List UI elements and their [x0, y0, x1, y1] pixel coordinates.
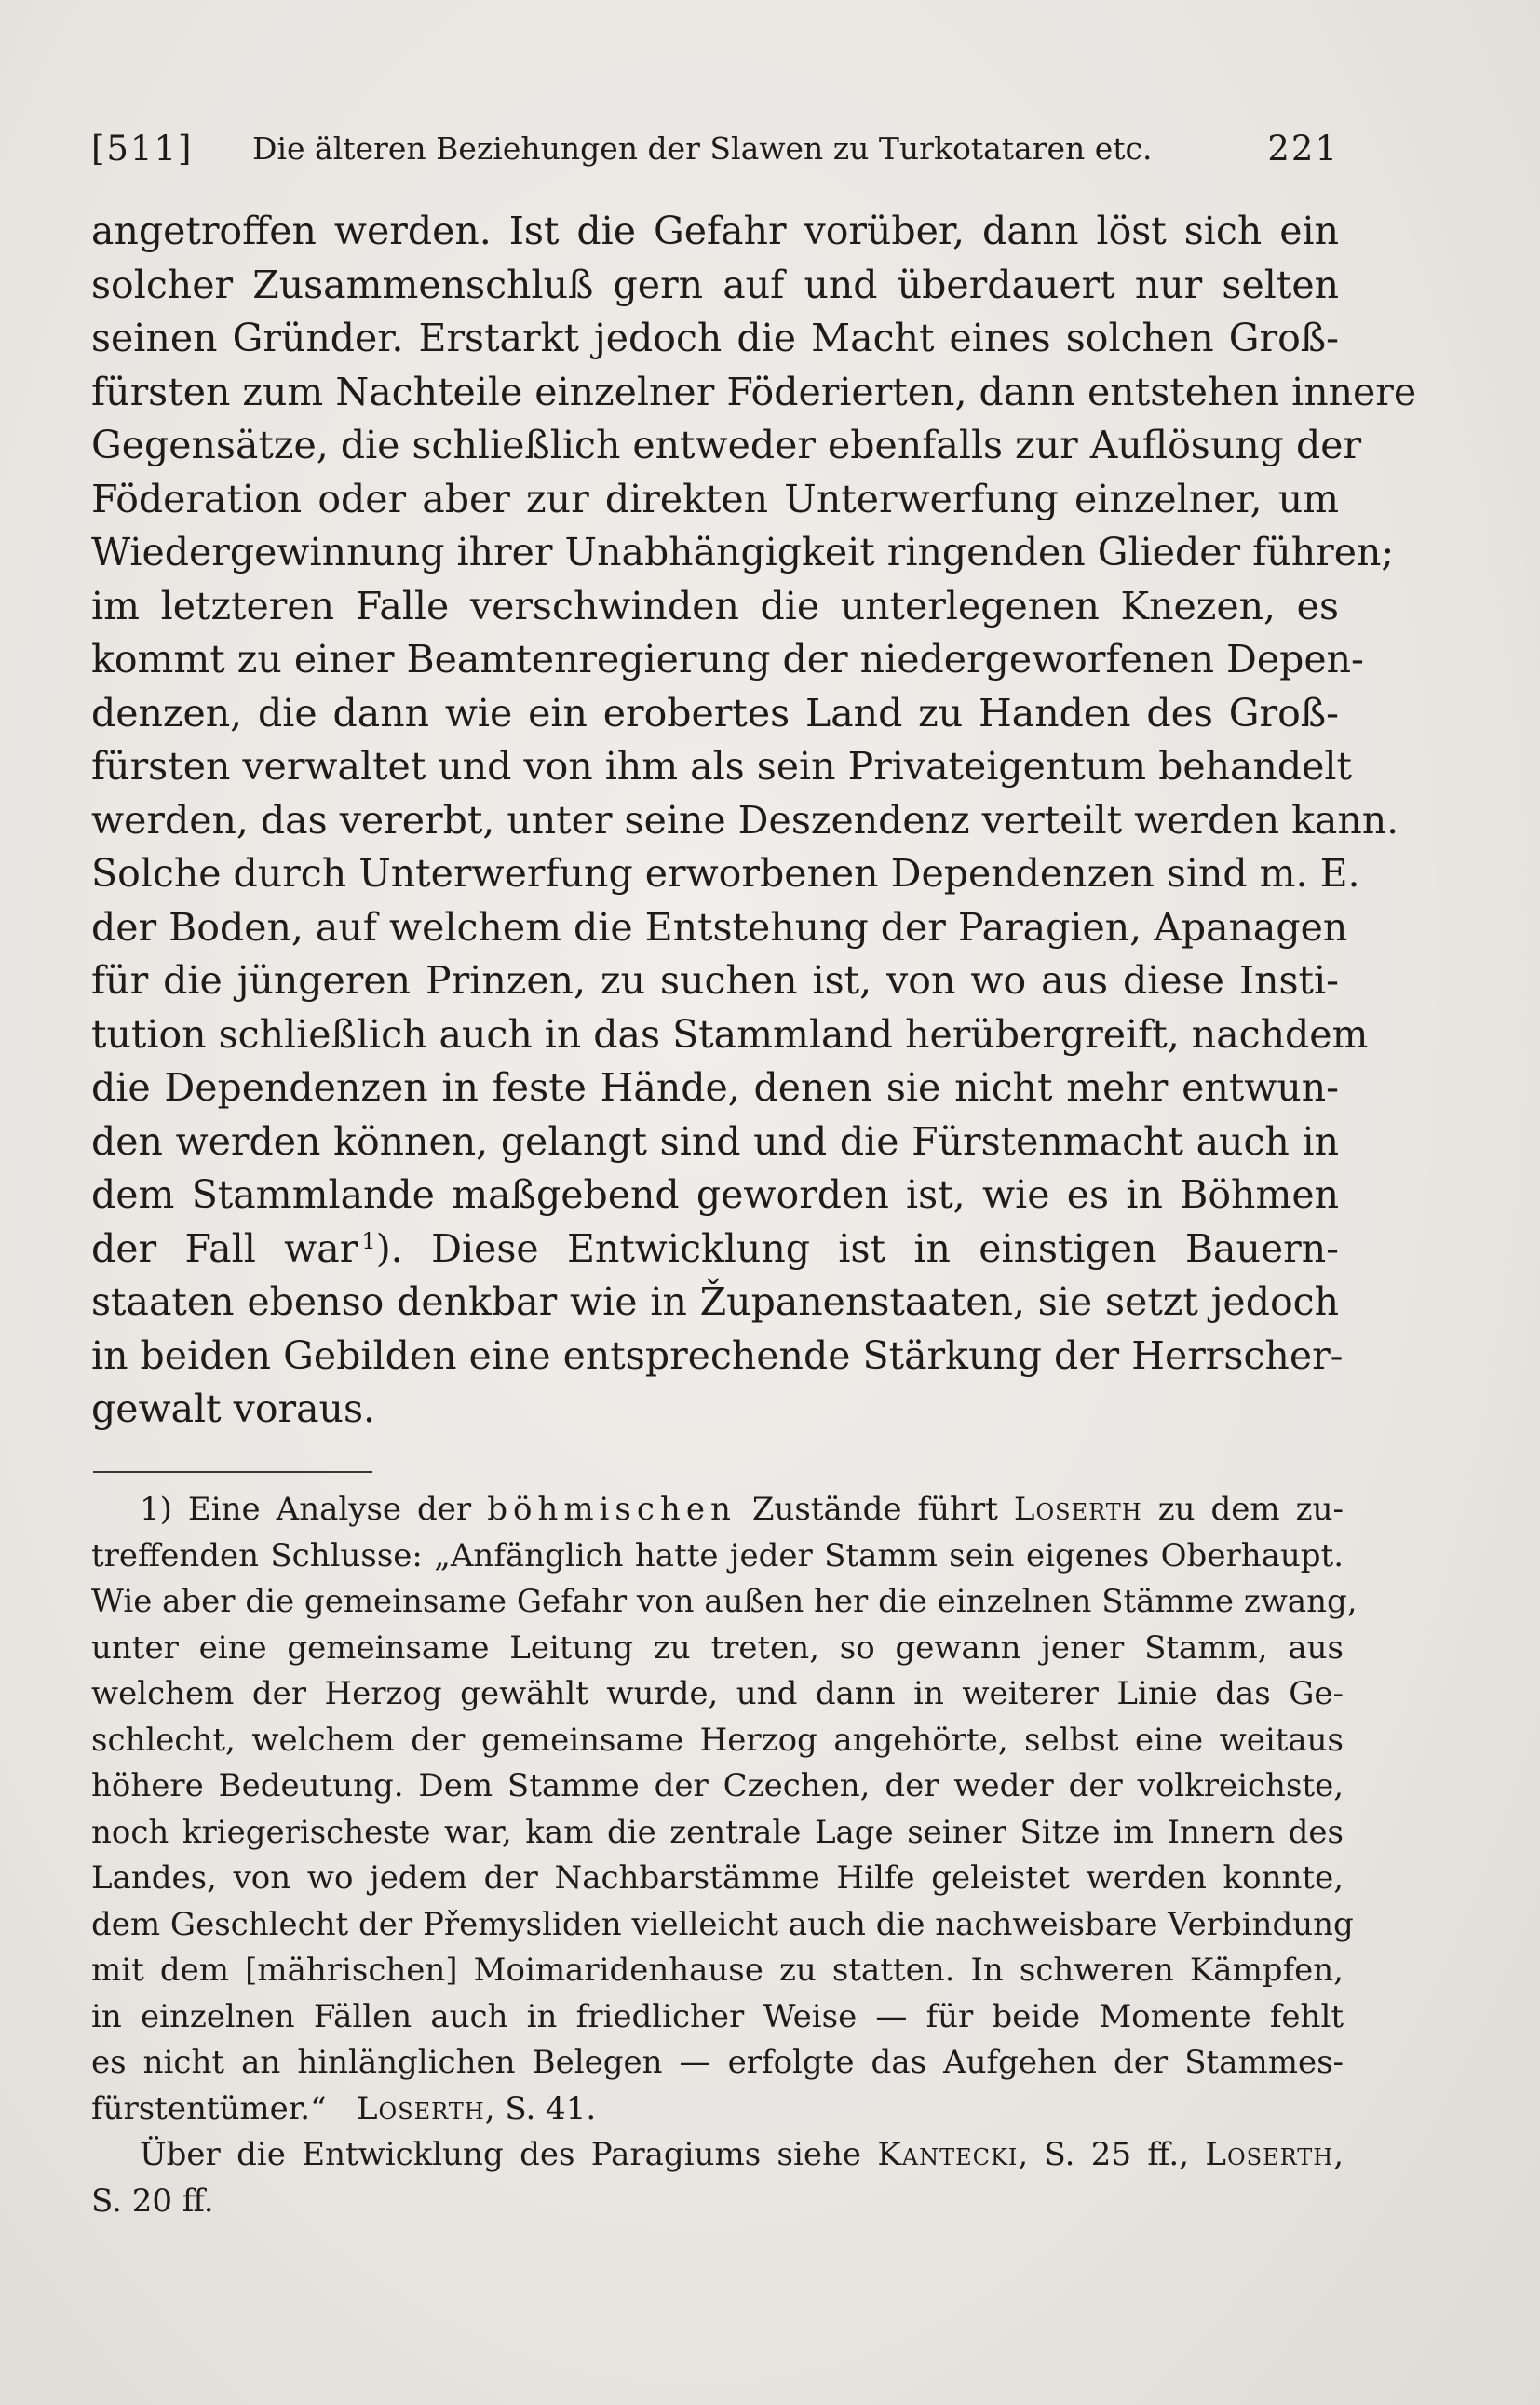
body-line: den werden können, gelangt sind und die Fürstenmacht auch in — [91, 1118, 1339, 1164]
footnote — [91, 1487, 1358, 2224]
footnote-line — [91, 1487, 1344, 1534]
footnote-line: noch kriegerischeste war, kam die zentrale Lage seiner Sitze im Innern des — [91, 1813, 1344, 1851]
body-line: tution schließlich auch in das Stammland herübergreift, nachdem — [91, 1011, 1369, 1057]
body-line: angetroffen werden. Ist die Gefahr vorüber, dann löst sich ein — [91, 209, 1339, 253]
footnote-text: , S. 25 ff., — [1018, 2136, 1189, 2173]
body-line: im letzteren Falle verschwinden die unterlegenen Knezen, es — [91, 583, 1339, 628]
footnote-line: S. 20 ff. — [91, 2182, 214, 2220]
footnote-line: schlecht, welchem der gemeinsame Herzog angehörte, selbst eine weitaus — [91, 1721, 1344, 1759]
footnote-line: unter eine gemeinsame Leitung zu treten, so gewann jener Stamm, aus — [91, 1628, 1344, 1667]
footnote-line: Wie aber die gemeinsame Gefahr von außen her die einzelnen Stämme zwang, — [91, 1583, 1358, 1620]
footnote-line — [91, 2087, 1344, 2133]
running-head — [91, 121, 1339, 177]
footnote-line: dem Geschlecht der Přemysliden vielleicht auch die nachweisbare Verbindung — [91, 1905, 1354, 1943]
body-line: staaten ebenso denkbar wie in Županenstaaten, sie setzt jedoch — [91, 1279, 1339, 1324]
main-paragraph — [91, 205, 1417, 1437]
body-line-with-footnote-ref — [91, 1223, 1339, 1277]
body-line: Föderation oder aber zur direkten Unterwerfung einzelner, um — [91, 476, 1339, 521]
body-line: seinen Gründer. Erstarkt jedoch die Macht eines solchen Groß- — [91, 316, 1339, 360]
footnote-text: Zustände führt — [751, 1491, 998, 1528]
body-line: Solche durch Unterwerfung erworbenen Dependenzen sind m. E. — [91, 851, 1360, 896]
spaced-emphasis: böhmischen — [487, 1491, 736, 1528]
body-line: solcher Zusammenschluß gern auf und überdauert nur selten — [91, 262, 1339, 307]
footnote-separator — [93, 1471, 372, 1473]
body-line: gewalt voraus. — [91, 1386, 376, 1431]
body-line: Wiedergewinnung ihrer Unabhängigkeit ringenden Glieder führen; — [91, 530, 1395, 574]
body-line: der Boden, auf welchem die Entstehung der Paragien, Apanagen — [91, 904, 1348, 950]
body-line: denzen, die dann wie ein erobertes Land zu Handen des Groß- — [91, 690, 1339, 736]
bracketed-page-number: [511] — [91, 128, 194, 169]
footnote-marker: 1) Eine Analyse der — [140, 1491, 472, 1528]
footnote-text: Über die Entwicklung des Paragiums siehe — [140, 2136, 861, 2173]
body-line: fürsten verwaltet und von ihm als sein Privateigentum behandelt — [91, 744, 1352, 789]
footnote-line: höhere Bedeutung. Dem Stamme der Czechen, der weder der volkreichste, — [91, 1767, 1344, 1804]
footnote-line: mit dem [mährischen] Moimaridenhause zu statten. In schweren Kämpfen, — [91, 1952, 1344, 1989]
footnote-reference[interactable]: 1 — [361, 1227, 376, 1254]
body-line: in beiden Gebilden eine entsprechende Stärkung der Herrscher- — [91, 1332, 1344, 1378]
footnote-text: , S. 41. — [484, 2089, 597, 2128]
body-line: dem Stammlande maßgebend geworden ist, wie es in Böhmen — [91, 1172, 1339, 1217]
body-text-fragment: ). Diese Entwicklung ist in einstigen Bauern- — [375, 1225, 1339, 1271]
body-line: werden, das vererbt, unter seine Deszendenz verteilt werden kann. — [91, 797, 1399, 843]
footnote-line: welchem der Herzog gewählt wurde, und dann in weiterer Linie das Ge- — [91, 1675, 1344, 1712]
body-text-fragment: der Fall war — [91, 1225, 358, 1271]
running-title: Die älteren Beziehungen der Slawen zu Turkotataren etc. — [252, 130, 1153, 167]
footnote-line — [91, 2132, 1344, 2179]
author-name: Loserth — [1013, 1491, 1142, 1528]
footnote-text: fürstentümer.“ — [91, 2089, 327, 2128]
body-line: die Dependenzen in feste Hände, denen sie nicht mehr entwun- — [91, 1065, 1339, 1110]
author-name: Kantecki — [877, 2136, 1019, 2173]
footnote-text: zu dem zu- — [1157, 1491, 1344, 1528]
footnote-line: in einzelnen Fällen auch in friedlicher Weise — für beide Momente fehlt — [91, 1997, 1344, 2035]
body-line: fürsten zum Nachteile einzelner Föderierten, dann entstehen innere — [91, 369, 1417, 414]
body-line: für die jüngeren Prinzen, zu suchen ist, von wo aus diese Insti- — [91, 958, 1339, 1003]
author-name: Loserth — [1205, 2136, 1334, 2173]
body-line: Gegensätze, die schließlich entweder ebenfalls zur Auflösung der — [91, 423, 1362, 467]
footnote-line: es nicht an hinlänglichen Belegen — erfolgte das Aufgehen der Stammes- — [91, 2044, 1344, 2081]
footnote-text: , — [1333, 2136, 1344, 2173]
author-name: Loserth — [356, 2089, 485, 2128]
footnote-line: treffenden Schlusse: „Anfänglich hatte jeder Stamm sein eigenes Oberhaupt. — [91, 1536, 1344, 1574]
body-line: kommt zu einer Beamtenregierung der niedergeworfenen Depen- — [91, 637, 1364, 682]
page-number: 221 — [1267, 128, 1339, 169]
footnote-line: Landes, von wo jedem der Nachbarstämme Hilfe geleistet werden konnte, — [91, 1859, 1344, 1897]
